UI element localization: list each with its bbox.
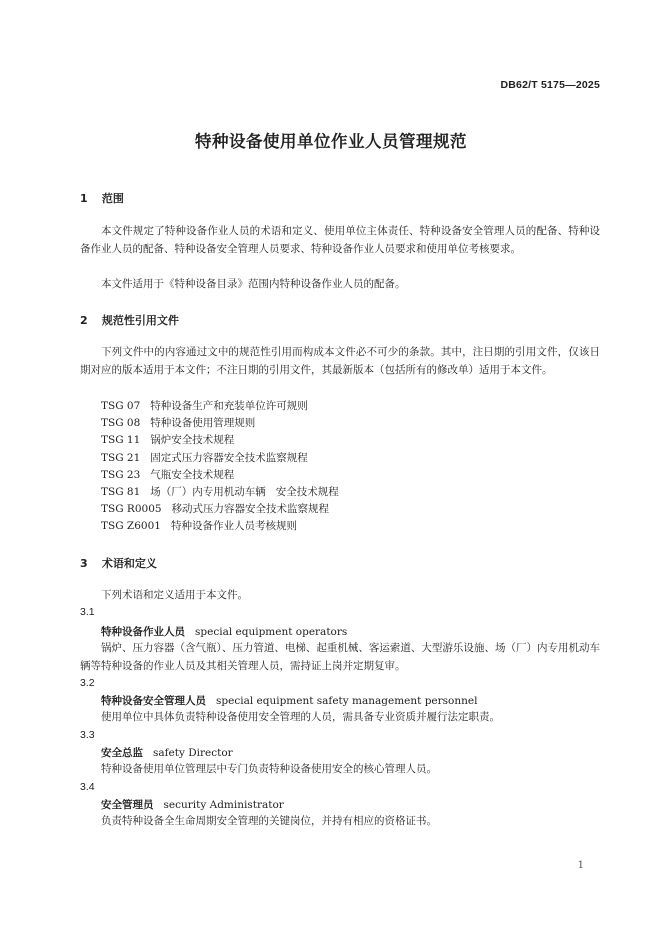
section-title: 规范性引用文件 xyxy=(101,314,179,327)
section-number: 2 xyxy=(80,314,88,327)
section-number: 1 xyxy=(80,192,88,205)
section-3-paragraph-1: 下列术语和定义适用于本文件。 xyxy=(101,589,248,601)
term-chinese: 安全管理员 xyxy=(101,799,154,811)
section-3-heading xyxy=(80,555,157,571)
term-english: special equipment operators xyxy=(195,626,348,638)
document-code: DB62/T 5175—2025 xyxy=(500,79,600,91)
reference-name: 固定式压力容器安全技术监察规程 xyxy=(150,452,308,464)
term-number: 3.4 xyxy=(80,781,95,793)
section-1-paragraph-2: 本文件适用于《特种设备目录》范围内特种设备作业人员的配备。 xyxy=(101,278,406,290)
reference-name: 特种设备使用管理规则 xyxy=(150,417,256,429)
term-number: 3.2 xyxy=(80,677,95,689)
reference-code: TSG R0005 xyxy=(101,503,162,515)
term-definition: 锅炉、压力容器（含气瓶）、压力管道、电梯、起重机械、客运索道、大型游乐设施、场（厂）内专用机动车辆等特种设备的作业人员及其相关管理人员，需持证上岗并定期复审。 xyxy=(80,642,600,672)
reference-code: TSG 07 xyxy=(101,400,141,412)
reference-name: 锅炉安全技术规程 xyxy=(150,434,235,446)
section-title: 范围 xyxy=(101,192,124,205)
term-chinese: 特种设备作业人员 xyxy=(101,626,185,638)
reference-name: 特种设备作业人员考核规则 xyxy=(170,520,297,532)
term-definition: 特种设备使用单位管理层中专门负责特种设备使用安全的核心管理人员。 xyxy=(101,763,437,775)
reference-name: 气瓶安全技术规程 xyxy=(150,469,235,481)
reference-item xyxy=(101,397,308,415)
term-english: safety Director xyxy=(153,747,233,759)
reference-item xyxy=(101,466,234,484)
document-title: 特种设备使用单位作业人员管理规范 xyxy=(195,132,467,151)
term-heading xyxy=(101,745,233,760)
reference-code: TSG 81 xyxy=(101,486,141,498)
term-definition: 负责特种设备全生命周期安全管理的关键岗位，并持有相应的资格证书。 xyxy=(101,815,437,827)
reference-item xyxy=(101,500,329,518)
section-2-heading xyxy=(80,312,179,328)
page-number: 1 xyxy=(577,860,584,871)
section-title: 术语和定义 xyxy=(101,557,157,570)
reference-item xyxy=(101,517,297,535)
reference-item xyxy=(101,414,255,432)
term-english: special equipment safety management personnel xyxy=(216,695,478,707)
term-heading xyxy=(101,693,477,708)
reference-name: 场（厂）内专用机动车辆 安全技术规程 xyxy=(150,486,339,498)
reference-item xyxy=(101,449,308,467)
term-english: security Administrator xyxy=(163,799,284,811)
term-heading xyxy=(101,624,347,639)
section-1-heading xyxy=(80,190,124,206)
reference-code: TSG Z6001 xyxy=(101,520,161,532)
reference-code: TSG 21 xyxy=(101,452,141,464)
reference-code: TSG 23 xyxy=(101,469,141,481)
reference-code: TSG 08 xyxy=(101,417,141,429)
term-number: 3.3 xyxy=(80,729,95,741)
term-chinese: 安全总监 xyxy=(101,747,143,759)
reference-item xyxy=(101,483,339,501)
reference-name: 特种设备生产和充装单位许可规则 xyxy=(150,400,308,412)
reference-item xyxy=(101,431,234,449)
section-1-paragraph-1: 本文件规定了特种设备作业人员的术语和定义、使用单位主体责任、特种设备安全管理人员的配备、特种设备作业人员的配备、特种设备安全管理人员要求、特种设备作业人员要求和使用单位考核要求。 xyxy=(80,225,600,255)
term-chinese: 特种设备安全管理人员 xyxy=(101,695,206,707)
reference-name: 移动式压力容器安全技术监察规程 xyxy=(171,503,330,515)
reference-code: TSG 11 xyxy=(101,434,141,446)
term-number: 3.1 xyxy=(80,606,95,618)
term-heading xyxy=(101,797,284,812)
section-number: 3 xyxy=(80,557,88,570)
section-2-paragraph-1: 下列文件中的内容通过文中的规范性引用而构成本文件必不可少的条款。其中，注日期的引用文件，仅该日期对应的版本适用于本文件；不注日期的引用文件，其最新版本（包括所有的修改单）适用于本文件。 xyxy=(80,346,600,376)
term-definition: 使用单位中具体负责特种设备使用安全管理的人员，需具备专业资质并履行法定职责。 xyxy=(101,711,500,723)
